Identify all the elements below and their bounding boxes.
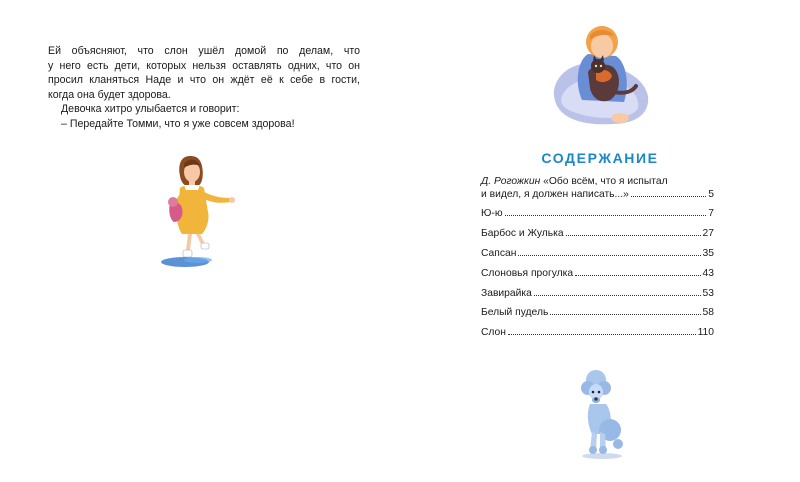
dot-leader [508, 334, 696, 335]
toc-entry-title: Слоновья прогулка [481, 267, 574, 279]
toc-entry-title: Ю-ю [481, 208, 503, 220]
toc-entry[interactable] [481, 176, 714, 201]
toc-entry-title-part: «Обо всём, что я испытал [540, 176, 668, 187]
toc-entry-title: Слон [481, 327, 506, 339]
girl-with-doll-illustration [158, 150, 248, 270]
story-line: Ей объясняют, что слон ушёл домой по делам, что [48, 45, 360, 57]
right-page [400, 0, 800, 482]
white-poodle-illustration [572, 368, 628, 460]
toc-page-number: 5 [708, 188, 714, 200]
toc-entry-title: и видел, я должен написать...» [481, 188, 629, 200]
story-line: Девочка хитро улыбается и говорит: [61, 103, 240, 116]
toc-entry-title: Сапсан [481, 247, 517, 259]
toc-page-number: 27 [702, 228, 714, 240]
toc-entry-title: Барбос и Жулька [481, 228, 564, 240]
toc-page-number: 7 [708, 208, 714, 220]
dot-leader [534, 295, 701, 296]
toc-title: СОДЕРЖАНИЕ [541, 150, 659, 166]
toc-entry-title: Завирайка [481, 287, 532, 299]
story-line: просил кланяться Наде и что он ждёт её к себе в гости, [48, 74, 360, 87]
child-with-cat-illustration [548, 20, 656, 130]
table-of-contents [481, 176, 714, 347]
dot-leader [566, 235, 701, 236]
dot-leader [575, 275, 700, 276]
toc-entry[interactable] [481, 248, 714, 261]
toc-page-number: 53 [702, 287, 714, 299]
toc-entry-line [481, 189, 714, 202]
toc-author: Д. Рогожкин [481, 176, 541, 187]
toc-entry[interactable] [481, 327, 714, 340]
toc-entry-line [481, 176, 714, 189]
story-line: – Передайте Томми, что я уже совсем здорова! [61, 117, 295, 130]
toc-entry-title: Белый пудель [481, 307, 549, 319]
toc-entry[interactable] [481, 288, 714, 301]
dot-leader [518, 255, 700, 256]
dot-leader [550, 314, 700, 315]
story-line: у него есть дети, которых нельзя оставлять одних, что он [48, 59, 360, 72]
dot-leader [505, 215, 707, 216]
toc-page-number: 43 [702, 267, 714, 279]
toc-entry[interactable] [481, 268, 714, 281]
toc-entry[interactable] [481, 307, 714, 320]
toc-entry[interactable] [481, 208, 714, 221]
story-line: когда она будет здорова. [48, 88, 171, 101]
toc-entry[interactable] [481, 228, 714, 241]
toc-page-number: 58 [702, 307, 714, 319]
toc-page-number: 110 [697, 327, 714, 339]
toc-page-number: 35 [702, 247, 714, 259]
story-text [48, 44, 360, 132]
dot-leader [631, 196, 706, 197]
